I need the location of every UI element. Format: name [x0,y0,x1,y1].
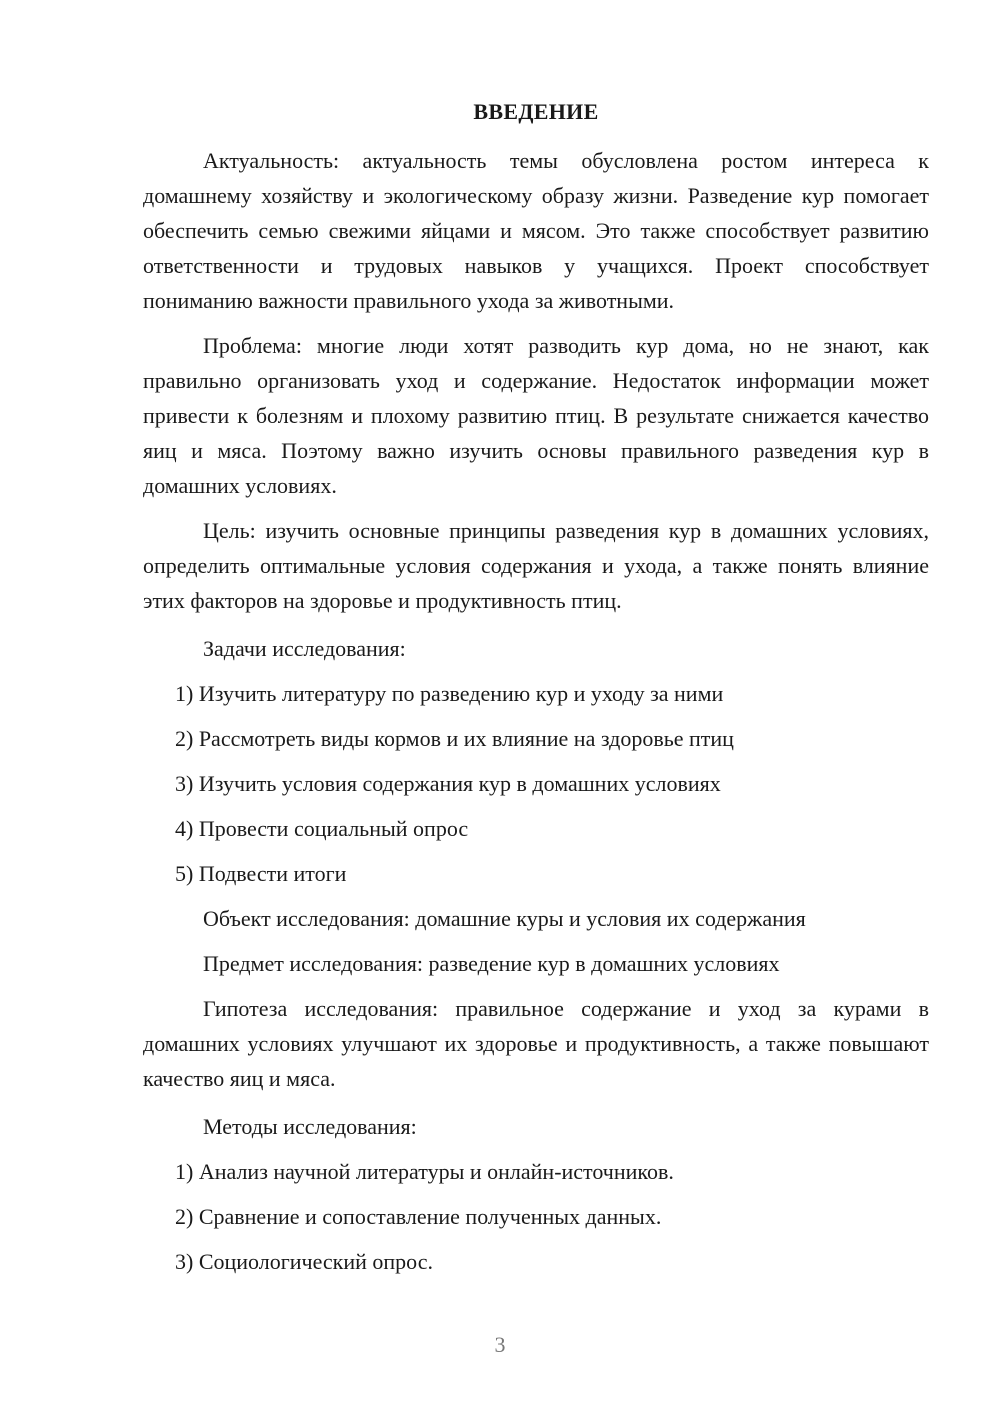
task-item: 5) Подвести итоги [175,861,347,886]
research-subject: Предмет исследования: разведение кур в домашних условиях [203,951,780,976]
page-number: 3 [494,1332,506,1357]
goal-paragraph: Цель: изучить основные принципы разведения кур в домашних условиях, определить оптимальные условия содержания и ухода, а также понять влияние этих факторов на здоровье и продуктивность птиц. [143,518,929,613]
method-item: 1) Анализ научной литературы и онлайн-источников. [175,1159,674,1184]
problem-paragraph: Проблема: многие люди хотят разводить кур дома, но не знают, как правильно организовать уход и содержание. Недостаток информации может привести к болезням и плохому развитию птиц. В результате снижается качество яиц и мяса. Поэтому важно изучить основы правильного разведения кур в домашних условиях. [143,333,929,498]
method-item: 2) Сравнение и сопоставление полученных данных. [175,1204,662,1229]
research-object: Объект исследования: домашние куры и условия их содержания [203,906,806,931]
hypothesis-paragraph: Гипотеза исследования: правильное содержание и уход за курами в домашних условиях улучшают их здоровье и продуктивность, а также повышают качество яиц и мяса. [143,996,929,1091]
relevance-paragraph: Актуальность: актуальность темы обусловлена ростом интереса к домашнему хозяйству и экологическому образу жизни. Разведение кур помогает обеспечить семью свежими яйцами и мясом. Это также способствует развитию ответственности и трудовых навыков у учащихся. Проект способствует пониманию важности правильного ухода за животными. [143,148,929,313]
methods-heading: Методы исследования: [203,1114,417,1139]
task-item: 1) Изучить литературу по разведению кур и уходу за ними [175,681,724,706]
document-page [143,94,929,1289]
task-item: 4) Провести социальный опрос [175,816,469,841]
task-item: 2) Рассмотреть виды кормов и их влияние на здоровье птиц [175,726,734,751]
method-item: 3) Социологический опрос. [175,1249,433,1274]
task-item: 3) Изучить условия содержания кур в домашних условиях [175,771,721,796]
tasks-heading: Задачи исследования: [203,636,406,661]
page-title: ВВЕДЕНИЕ [473,99,599,124]
